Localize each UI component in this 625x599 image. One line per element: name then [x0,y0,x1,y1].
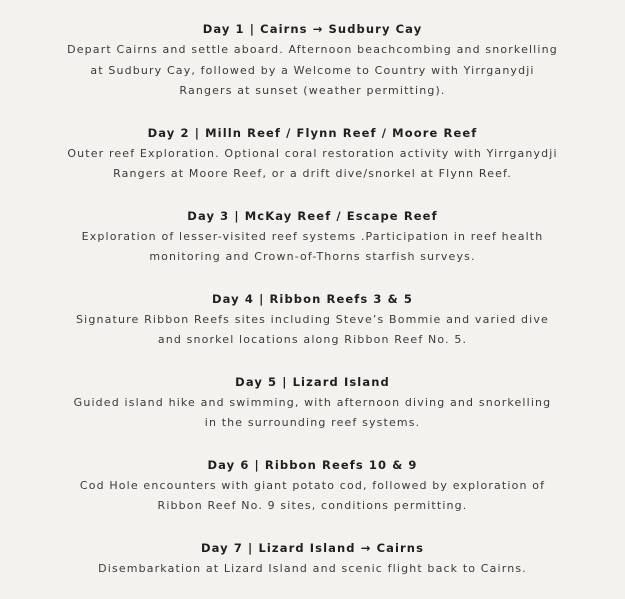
description-line: Disembarkation at Lizard Island and scenic flight back to Cairns. [98,561,527,575]
day-2-description [0,144,625,185]
description-line: at Sudbury Cay, followed by a Welcome to Country with Yirrganydji [90,63,535,77]
day-4-section [0,288,625,351]
day-7-description [0,559,625,580]
day-1-description [0,40,625,102]
day-3-title: Day 3 | McKay Reef / Escape Reef [187,208,438,223]
day-7-title: Day 7 | Lizard Island → Cairns [200,540,425,555]
day-2-title: Day 2 | Milln Reef / Flynn Reef / Moore Reef [147,125,478,140]
day-4-title: Day 4 | Ribbon Reefs 3 & 5 [212,291,413,306]
description-line: Ribbon Reef No. 9 sites, conditions permitting. [157,499,468,512]
day-7-section [0,537,625,580]
day-1-title: Day 1 | Cairns → Sudbury Cay [202,22,423,36]
description-line: Guided island hike and swimming, with afternoon diving and snorkelling [73,395,552,409]
description-line: Cod Hole encounters with giant potato cod, followed by exploration of [79,478,546,492]
day-6-title: Day 6 | Ribbon Reefs 10 & 9 [207,457,418,472]
day-2-section [0,122,625,185]
day-3-section [0,205,625,268]
description-line: monitoring and Crown-of-Thorns starfish surveys. [149,250,476,263]
day-6-description [0,476,625,517]
day-4-description [0,310,625,351]
description-line: in the surrounding reef systems. [204,416,421,429]
day-5-description [0,393,625,434]
description-line: Signature Ribbon Reefs sites including Steve’s Bommie and varied dive [76,312,549,326]
day-6-section [0,454,625,517]
description-line: Outer reef Exploration. Optional coral restoration activity with Yirrganydji [67,146,558,160]
description-line: Exploration of lesser-visited reef systems .Participation in reef health [81,229,544,243]
description-line: Rangers at Moore Reef, or a drift dive/snorkel at Flynn Reef. [113,167,512,180]
day-3-description [0,227,625,268]
day-5-title: Day 5 | Lizard Island [235,374,390,389]
itinerary [0,18,625,599]
description-line: and snorkel locations along Ribbon Reef No. 5. [157,333,468,346]
description-line: Depart Cairns and settle aboard. Afternoon beachcombing and snorkelling [67,43,558,56]
day-5-section [0,371,625,434]
day-1-section [0,18,625,102]
description-line: Rangers at sunset (weather permitting). [179,84,446,97]
